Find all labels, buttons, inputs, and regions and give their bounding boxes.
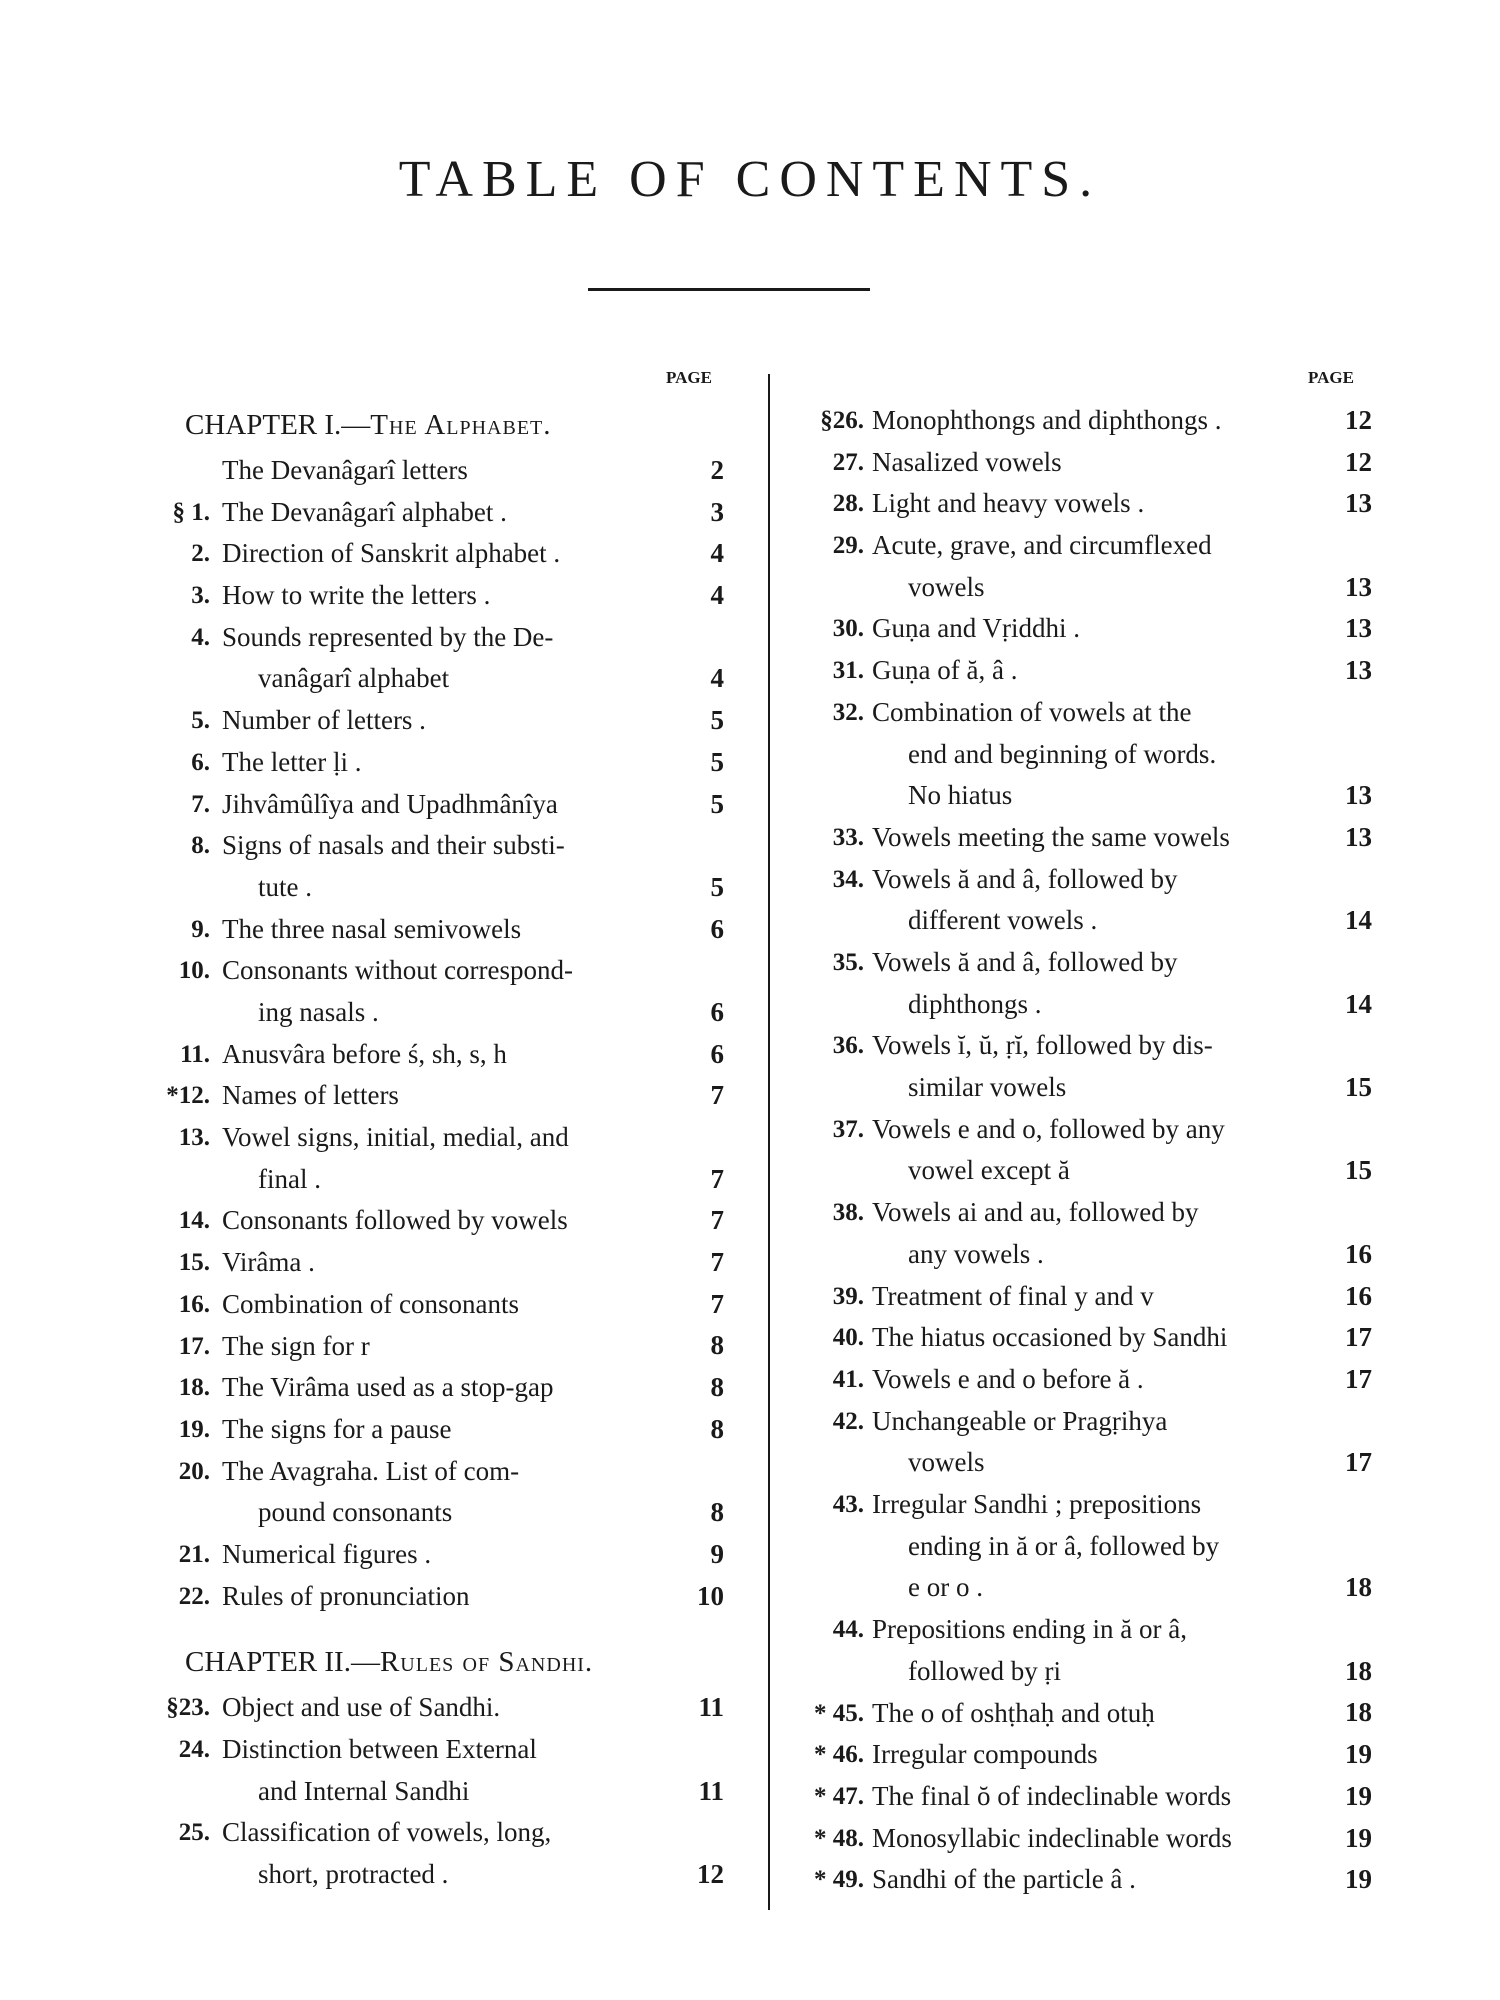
- section-number: 25.: [178, 1819, 210, 1847]
- entry-title-line: Monosyllabic indeclinable words: [872, 1822, 1232, 1853]
- entry-title: [222, 825, 565, 908]
- entry-title-line: Jihvâmûlîya and Upadhmânîya: [222, 788, 558, 819]
- page-number: 15: [1345, 1072, 1372, 1103]
- entry-title-line: Guṇa and Vṛiddhi .: [872, 613, 1080, 644]
- toc-entry: [782, 1734, 1378, 1776]
- entry-title: [222, 1284, 519, 1326]
- page-number: 11: [698, 1692, 724, 1723]
- page-number: 17: [1345, 1447, 1372, 1478]
- page-number: 19: [1345, 1864, 1372, 1895]
- entry-title-line: Consonants followed by vowels: [222, 1205, 568, 1236]
- page-number: 11: [698, 1775, 724, 1806]
- entry-title-line: Vowels ĭ, ŭ, ṛĭ, followed by dis-: [872, 1030, 1213, 1061]
- toc-entry: [782, 1693, 1378, 1735]
- entry-title-line: Nasalized vowels: [872, 446, 1062, 477]
- page-label-right: PAGE: [1308, 368, 1354, 387]
- entry-title: [222, 450, 468, 492]
- section-number: 14.: [178, 1207, 210, 1235]
- entry-title: [222, 1729, 537, 1812]
- section-number: * 47.: [814, 1782, 864, 1810]
- entry-title: [222, 533, 560, 575]
- section-number: 39.: [832, 1282, 864, 1310]
- page-number: 8: [710, 1497, 724, 1528]
- entry-title-line: Sandhi of the particle â .: [872, 1864, 1136, 1895]
- entry-title: [872, 442, 1062, 484]
- toc-list: [782, 400, 1378, 1901]
- entry-title: [222, 1242, 315, 1284]
- section-number: 10.: [178, 957, 210, 985]
- toc-entry: [782, 1317, 1378, 1359]
- entry-title-line: Guṇa of ă, â .: [872, 655, 1018, 686]
- page-number: 4: [710, 538, 724, 569]
- page-number: 10: [697, 1580, 724, 1611]
- page-number: 14: [1345, 988, 1372, 1019]
- entry-title-line: end and beginning of words.: [908, 738, 1217, 769]
- toc-entry: [130, 909, 730, 951]
- entry-title-line: similar vowels: [908, 1072, 1067, 1103]
- chapter-subtitle: Rules of Sandhi.: [379, 1646, 594, 1679]
- entry-title-line: The final ŏ of indeclinable words: [872, 1780, 1232, 1811]
- toc-entry: [130, 1326, 730, 1368]
- section-number: * 45.: [814, 1699, 864, 1727]
- toc-entry: [782, 650, 1378, 692]
- entry-title: [872, 1859, 1136, 1901]
- page-number: 7: [710, 1288, 724, 1319]
- toc-entry: [782, 1359, 1378, 1401]
- toc-entry: [130, 1409, 730, 1451]
- page-number: 7: [710, 1247, 724, 1278]
- chapter-title: CHAPTER II.—: [185, 1646, 380, 1679]
- page-number: 18: [1345, 1572, 1372, 1603]
- page-number: 17: [1345, 1322, 1372, 1353]
- entry-title-line: Vowels ai and au, followed by: [872, 1197, 1199, 1228]
- entry-title-line: diphthongs .: [908, 988, 1042, 1019]
- entry-title: [872, 1025, 1213, 1108]
- toc-entry: [130, 700, 730, 742]
- toc-entry: [782, 442, 1378, 484]
- entry-title: [872, 608, 1080, 650]
- section-number: 30.: [832, 615, 864, 643]
- section-number: 40.: [832, 1324, 864, 1352]
- chapter-heading: [130, 1637, 730, 1687]
- toc-entry: [130, 492, 730, 534]
- entry-title-line: The letter ḷi .: [222, 746, 362, 777]
- section-number: 3.: [191, 582, 210, 610]
- toc-entry: [130, 1075, 730, 1117]
- page-number: 6: [710, 1038, 724, 1069]
- section-number: 20.: [178, 1457, 210, 1485]
- entry-title-line: Acute, grave, and circumflexed: [872, 530, 1212, 561]
- toc-entry: [782, 525, 1378, 608]
- entry-title: [872, 817, 1230, 859]
- section-number: 22.: [178, 1582, 210, 1610]
- page-title: TABLE OF CONTENTS.: [398, 151, 1102, 208]
- section-number: §23.: [166, 1694, 210, 1722]
- entry-title: [872, 1818, 1232, 1860]
- entry-title-line: Sounds represented by the De-: [222, 621, 554, 652]
- section-number: 42.: [832, 1407, 864, 1435]
- entry-title-line: followed by ṛi: [908, 1655, 1061, 1686]
- entry-title-line: No hiatus: [908, 780, 1013, 811]
- page-number: 7: [710, 1205, 724, 1236]
- entry-title-line: Vowels ă and â, followed by: [872, 863, 1178, 894]
- page-number: 13: [1345, 613, 1372, 644]
- section-number: 19.: [178, 1415, 210, 1443]
- chapter-subtitle: The Alphabet.: [370, 409, 552, 441]
- toc-entry: [130, 1034, 730, 1076]
- page-number: 4: [710, 663, 724, 694]
- entry-title: [872, 483, 1144, 525]
- page-number: 19: [1345, 1739, 1372, 1770]
- toc-entry: [130, 825, 730, 908]
- entry-title: [222, 950, 573, 1033]
- toc-entry: [782, 1484, 1378, 1609]
- entry-title: [222, 492, 507, 534]
- toc-entry: [130, 1451, 730, 1534]
- toc-entry: [130, 1576, 730, 1618]
- toc-entry: [130, 784, 730, 826]
- entry-title-line: vowel except ă: [908, 1155, 1070, 1186]
- entry-title-line: The Devanâgarî letters: [222, 455, 468, 485]
- entry-title-line: ending in ă or â, followed by: [908, 1530, 1220, 1561]
- entry-title: [222, 1117, 569, 1200]
- toc-entry: [782, 692, 1378, 817]
- page-number: 2: [710, 454, 724, 485]
- section-number: 13.: [178, 1124, 210, 1152]
- page-number: 13: [1345, 780, 1372, 811]
- toc-entry: [782, 859, 1378, 942]
- page-number: 19: [1345, 1780, 1372, 1811]
- page-number: 7: [710, 1163, 724, 1194]
- page-number: 13: [1345, 571, 1372, 602]
- entry-title: [222, 575, 490, 617]
- entry-title-line: Object and use of Sandhi.: [222, 1692, 501, 1723]
- toc-entry: [782, 1401, 1378, 1484]
- entry-title-line: and Internal Sandhi: [258, 1775, 470, 1806]
- entry-title: [222, 1367, 554, 1409]
- section-number: 41.: [832, 1365, 864, 1393]
- section-number: 18.: [178, 1374, 210, 1402]
- entry-title-line: Unchangeable or Pragṛihya: [872, 1405, 1168, 1436]
- section-number: 34.: [832, 865, 864, 893]
- section-number: 27.: [832, 448, 864, 476]
- toc-entry: [130, 1812, 730, 1895]
- entry-title-line: pound consonants: [258, 1497, 453, 1528]
- entry-title: [872, 1109, 1225, 1192]
- entry-title-line: Numerical figures .: [222, 1538, 432, 1569]
- entry-title-line: Distinction between External: [222, 1734, 537, 1765]
- entry-title: [222, 1034, 507, 1076]
- toc-entry: [782, 483, 1378, 525]
- toc-entry: [782, 1276, 1378, 1318]
- toc-entry: [130, 1242, 730, 1284]
- entry-title-line: different vowels .: [908, 905, 1098, 936]
- entry-title: [872, 1192, 1198, 1275]
- entry-title: [222, 1576, 469, 1618]
- toc-entry: [130, 1117, 730, 1200]
- entry-title: [222, 1687, 500, 1729]
- section-number: 8.: [191, 832, 210, 860]
- entry-title: [222, 784, 558, 826]
- page-number: 18: [1345, 1655, 1372, 1686]
- section-number: 33.: [832, 823, 864, 851]
- entry-title-line: Vowels meeting the same vowels: [872, 821, 1230, 852]
- section-number: 9.: [191, 915, 210, 943]
- toc-entry: [782, 817, 1378, 859]
- entry-title-line: short, protracted .: [258, 1859, 449, 1890]
- toc-entry: [130, 575, 730, 617]
- entry-title: [872, 1276, 1154, 1318]
- entry-title-line: Treatment of final y and v: [872, 1280, 1154, 1311]
- page-number: 3: [710, 496, 724, 527]
- page-number: 8: [710, 1372, 724, 1403]
- entry-title-line: e or o .: [908, 1572, 983, 1603]
- page-number: 18: [1345, 1697, 1372, 1728]
- toc-entry: [782, 1776, 1378, 1818]
- entry-title-line: vowels: [908, 571, 985, 602]
- entry-title-line: Anusvâra before ś, sh, s, h: [222, 1038, 507, 1069]
- chapter-heading: [130, 400, 730, 450]
- entry-title: [872, 859, 1177, 942]
- toc-entry: [782, 400, 1378, 442]
- entry-title-line: vowels: [908, 1447, 985, 1478]
- entry-title-line: ing nasals .: [258, 996, 379, 1027]
- entry-title: [222, 1534, 431, 1576]
- entry-title: [872, 1401, 1167, 1484]
- page-number: 8: [710, 1413, 724, 1444]
- entry-title-line: Vowels ă and â, followed by: [872, 947, 1178, 977]
- page-number: 14: [1345, 905, 1372, 936]
- section-number: 36.: [832, 1032, 864, 1060]
- section-number: 35.: [832, 949, 864, 976]
- section-number: 15.: [178, 1249, 210, 1277]
- section-number: § 1.: [172, 498, 210, 526]
- entry-title: [222, 1075, 399, 1117]
- entry-title: [222, 1326, 370, 1368]
- section-number: 16.: [178, 1290, 210, 1318]
- entry-title-line: Names of letters: [222, 1080, 399, 1111]
- section-number: 32.: [832, 698, 864, 726]
- entry-title: [222, 1812, 551, 1895]
- entry-title: [872, 1484, 1219, 1609]
- title-rule: [588, 288, 870, 291]
- section-number: 7.: [191, 790, 210, 818]
- toc-entry: [130, 617, 730, 700]
- entry-title-line: tute .: [258, 871, 312, 902]
- section-number: *12.: [166, 1082, 210, 1110]
- toc-list: [130, 1687, 730, 1895]
- page-number: 5: [710, 871, 724, 902]
- entry-title: [872, 1317, 1227, 1359]
- page-number: 4: [710, 580, 724, 611]
- page-number: 8: [710, 1330, 724, 1361]
- section-number: 17.: [178, 1332, 210, 1360]
- entry-title-line: The Devanâgarî alphabet .: [222, 496, 507, 527]
- page-number: 19: [1345, 1822, 1372, 1853]
- chapter-title: CHAPTER I.—: [185, 409, 371, 441]
- entry-title: [872, 692, 1216, 817]
- entry-title-line: The three nasal semivowels: [222, 913, 522, 944]
- page-number: 13: [1345, 488, 1372, 519]
- toc-entry: [782, 1192, 1378, 1275]
- entry-title-line: Irregular compounds: [872, 1739, 1098, 1770]
- entry-title: [222, 909, 521, 951]
- left-column: [130, 400, 730, 1896]
- entry-title: [222, 1451, 519, 1534]
- entry-title: [872, 1609, 1187, 1692]
- entry-title: [872, 525, 1212, 608]
- section-number: * 48.: [814, 1824, 864, 1852]
- page-number: 5: [710, 746, 724, 777]
- page-number: 15: [1345, 1155, 1372, 1186]
- toc-entry: [782, 942, 1378, 1025]
- entry-title-line: Number of letters .: [222, 705, 426, 736]
- entry-title-line: Consonants without correspond-: [222, 955, 573, 986]
- section-number: 28.: [832, 490, 864, 518]
- toc-entry: [130, 950, 730, 1033]
- entry-title: [222, 700, 426, 742]
- entry-title-line: Vowels e and o before ă .: [872, 1363, 1144, 1394]
- entry-title-line: The Virâma used as a stop-gap: [222, 1372, 554, 1403]
- column-divider: [768, 374, 770, 1910]
- toc-entry: [782, 1859, 1378, 1901]
- toc-entry: [782, 1609, 1378, 1692]
- entry-title-line: The Avagraha. List of com-: [222, 1455, 520, 1486]
- entry-title: [872, 400, 1222, 442]
- page-number: 16: [1345, 1280, 1372, 1311]
- entry-title: [222, 1200, 568, 1242]
- entry-title-line: final .: [258, 1163, 321, 1194]
- entry-title-line: Combination of vowels at the: [872, 696, 1192, 727]
- page-number: 13: [1345, 821, 1372, 852]
- page-number: 12: [697, 1859, 724, 1890]
- toc-entry: [782, 1025, 1378, 1108]
- entry-title: [222, 617, 553, 700]
- entry-title-line: The sign for r: [222, 1330, 370, 1361]
- toc-entry: [782, 1109, 1378, 1192]
- entry-title-line: Signs of nasals and their substi-: [222, 830, 565, 861]
- page-number: 12: [1345, 446, 1372, 477]
- toc-entry: [130, 1200, 730, 1242]
- section-number: 2.: [191, 540, 210, 568]
- entry-title-line: Vowels e and o, followed by any: [872, 1113, 1225, 1144]
- entry-title: [872, 1734, 1098, 1776]
- toc-entry: [130, 742, 730, 784]
- page-number: 16: [1345, 1238, 1372, 1269]
- entry-title-line: Virâma .: [222, 1247, 315, 1278]
- section-number: * 49.: [814, 1866, 864, 1894]
- toc-entry: [782, 608, 1378, 650]
- entry-title-line: The signs for a pause: [222, 1413, 452, 1444]
- entry-title-line: Classification of vowels, long,: [222, 1817, 552, 1848]
- toc-entry: [130, 1729, 730, 1812]
- section-number: 11.: [180, 1040, 210, 1068]
- section-number: 21.: [178, 1540, 210, 1568]
- entry-title: [872, 650, 1017, 692]
- entry-title-line: The o of oshṭhaḥ and otuḥ: [872, 1697, 1155, 1728]
- section-number: * 46.: [814, 1741, 864, 1769]
- section-number: 31.: [832, 657, 864, 685]
- page-number: 5: [710, 705, 724, 736]
- toc-entry: [130, 1687, 730, 1729]
- entry-title-line: vanâgarî alphabet: [258, 663, 450, 694]
- entry-title-line: Monophthongs and diphthongs .: [872, 405, 1222, 435]
- section-number: 24.: [178, 1736, 210, 1764]
- entry-title-line: Rules of pronunciation: [222, 1580, 470, 1611]
- entry-title-line: Irregular Sandhi ; prepositions: [872, 1489, 1202, 1520]
- entry-title-line: Direction of Sanskrit alphabet .: [222, 538, 561, 569]
- section-number: 38.: [832, 1199, 864, 1227]
- entry-title: [872, 1693, 1155, 1735]
- section-number: 6.: [191, 748, 210, 776]
- section-number: 37.: [832, 1115, 864, 1143]
- section-number: 5.: [191, 707, 210, 735]
- section-number: 4.: [191, 623, 210, 651]
- entry-title-line: Prepositions ending in ă or â,: [872, 1614, 1187, 1645]
- entry-title: [872, 942, 1177, 1025]
- page-number: 7: [710, 1080, 724, 1111]
- entry-title-line: Combination of consonants: [222, 1288, 519, 1319]
- entry-title: [222, 742, 361, 784]
- toc-entry: [130, 1284, 730, 1326]
- page-number: 17: [1345, 1363, 1372, 1394]
- section-number: 29.: [832, 532, 864, 560]
- page-number: 9: [710, 1538, 724, 1569]
- toc-entry: [130, 1534, 730, 1576]
- page-number: 13: [1345, 655, 1372, 686]
- right-column: [782, 400, 1378, 1901]
- page-number: 6: [710, 996, 724, 1027]
- entry-title: [222, 1409, 451, 1451]
- toc-entry: [782, 1818, 1378, 1860]
- entry-title-line: The hiatus occasioned by Sandhi: [872, 1322, 1228, 1353]
- entry-title-line: Vowel signs, initial, medial, and: [222, 1122, 569, 1153]
- entry-title-line: Light and heavy vowels .: [872, 488, 1145, 519]
- section-number: 43.: [832, 1491, 864, 1519]
- section-number: §26.: [820, 407, 864, 434]
- entry-title: [872, 1776, 1231, 1818]
- entry-title: [872, 1359, 1144, 1401]
- toc-entry: [130, 450, 730, 492]
- toc-list: [130, 450, 730, 1617]
- toc-entry: [130, 533, 730, 575]
- section-number: 44.: [832, 1616, 864, 1644]
- entry-title-line: any vowels .: [908, 1238, 1044, 1269]
- toc-entry: [130, 1367, 730, 1409]
- page-number: 12: [1345, 404, 1372, 435]
- page-label-left: PAGE: [666, 368, 712, 387]
- page-number: 6: [710, 913, 724, 944]
- page-number: 5: [710, 788, 724, 819]
- entry-title-line: How to write the letters .: [222, 580, 491, 611]
